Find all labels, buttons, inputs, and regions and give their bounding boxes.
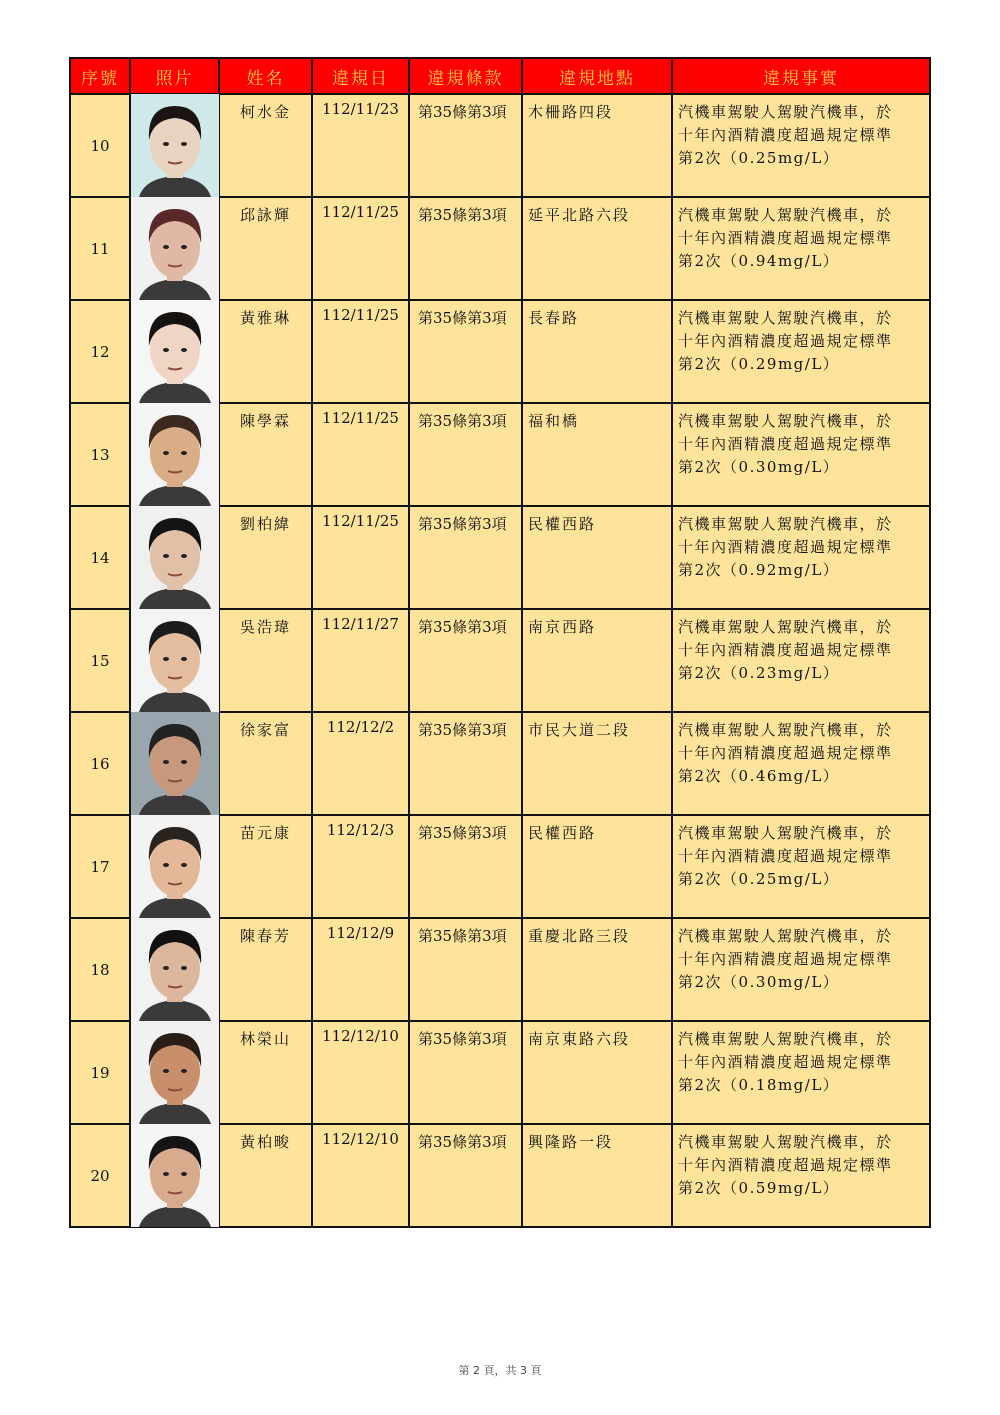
violation-date: 112/11/27 <box>312 609 409 712</box>
table-row <box>70 197 930 300</box>
violator-name: 劉柏緯 <box>219 506 312 609</box>
violator-name: 陳學霖 <box>219 403 312 506</box>
violation-article: 第35條第3項 <box>409 506 522 609</box>
table-row <box>70 918 930 1021</box>
row-number: 11 <box>70 197 130 300</box>
fact-line: 汽機車駕駛人駕駛汽機車，於 <box>678 1133 893 1151</box>
fact-line: 十年內酒精濃度超過規定標準 <box>678 229 893 247</box>
fact-line: 汽機車駕駛人駕駛汽機車，於 <box>678 618 893 636</box>
fact-line: 汽機車駕駛人駕駛汽機車，於 <box>678 309 893 327</box>
photo-cell <box>130 1021 219 1124</box>
violator-name: 黃柏畯 <box>219 1124 312 1227</box>
violation-location: 重慶北路三段 <box>522 918 672 1021</box>
table-header <box>70 58 930 94</box>
photo-cell <box>130 1124 219 1227</box>
fact-line: 十年內酒精濃度超過規定標準 <box>678 538 893 556</box>
fact-line: 第2次（0.46mg/L） <box>678 767 840 785</box>
violation-article: 第35條第3項 <box>409 197 522 300</box>
violator-name: 陳春芳 <box>219 918 312 1021</box>
header-name: 姓名 <box>219 58 312 94</box>
violation-fact <box>672 197 930 300</box>
portrait-photo-icon <box>131 712 219 815</box>
fact-line: 十年內酒精濃度超過規定標準 <box>678 1053 893 1071</box>
fact-line: 汽機車駕駛人駕駛汽機車，於 <box>678 103 893 121</box>
portrait-photo-icon <box>131 506 219 609</box>
violation-article: 第35條第3項 <box>409 712 522 815</box>
violation-fact <box>672 815 930 918</box>
row-number: 14 <box>70 506 130 609</box>
photo-cell <box>130 94 219 197</box>
fact-line: 汽機車駕駛人駕駛汽機車，於 <box>678 1030 893 1048</box>
fact-line: 第2次（0.94mg/L） <box>678 252 840 270</box>
header-no: 序號 <box>70 58 130 94</box>
violator-name: 林榮山 <box>219 1021 312 1124</box>
header-fact: 違規事實 <box>672 58 930 94</box>
fact-line: 十年內酒精濃度超過規定標準 <box>678 847 893 865</box>
portrait-photo-icon <box>131 1021 219 1124</box>
violation-date: 112/11/25 <box>312 300 409 403</box>
table-row <box>70 712 930 815</box>
row-number: 12 <box>70 300 130 403</box>
photo-cell <box>130 197 219 300</box>
violation-location: 南京東路六段 <box>522 1021 672 1124</box>
violator-name: 柯水金 <box>219 94 312 197</box>
violation-date: 112/12/10 <box>312 1021 409 1124</box>
portrait-photo-icon <box>131 403 219 506</box>
violation-fact <box>672 506 930 609</box>
fact-line: 第2次（0.29mg/L） <box>678 355 840 373</box>
row-number: 18 <box>70 918 130 1021</box>
fact-line: 十年內酒精濃度超過規定標準 <box>678 950 893 968</box>
row-number: 20 <box>70 1124 130 1227</box>
fact-line: 汽機車駕駛人駕駛汽機車，於 <box>678 824 893 842</box>
fact-line: 汽機車駕駛人駕駛汽機車，於 <box>678 721 893 739</box>
header-date: 違規日 <box>312 58 409 94</box>
violation-location: 民權西路 <box>522 815 672 918</box>
violator-name: 邱詠輝 <box>219 197 312 300</box>
fact-line: 十年內酒精濃度超過規定標準 <box>678 435 893 453</box>
violation-date: 112/12/2 <box>312 712 409 815</box>
portrait-photo-icon <box>131 1124 219 1227</box>
portrait-photo-icon <box>131 609 219 712</box>
violation-fact <box>672 94 930 197</box>
violation-location: 木柵路四段 <box>522 94 672 197</box>
table-row <box>70 815 930 918</box>
photo-cell <box>130 506 219 609</box>
table-body <box>70 94 930 1227</box>
fact-line: 汽機車駕駛人駕駛汽機車，於 <box>678 927 893 945</box>
violation-fact <box>672 300 930 403</box>
photo-cell <box>130 918 219 1021</box>
fact-line: 汽機車駕駛人駕駛汽機車，於 <box>678 206 893 224</box>
fact-line: 十年內酒精濃度超過規定標準 <box>678 641 893 659</box>
violation-location: 長春路 <box>522 300 672 403</box>
violation-article: 第35條第3項 <box>409 918 522 1021</box>
violator-name: 吳浩瑋 <box>219 609 312 712</box>
violation-location: 民權西路 <box>522 506 672 609</box>
violator-name: 黃雅琳 <box>219 300 312 403</box>
violator-name: 苗元康 <box>219 815 312 918</box>
header-location: 違規地點 <box>522 58 672 94</box>
violation-date: 112/11/25 <box>312 506 409 609</box>
violation-location: 南京西路 <box>522 609 672 712</box>
violation-fact <box>672 918 930 1021</box>
fact-line: 第2次（0.59mg/L） <box>678 1179 840 1197</box>
violation-fact <box>672 1021 930 1124</box>
fact-line: 十年內酒精濃度超過規定標準 <box>678 126 893 144</box>
fact-line: 第2次（0.18mg/L） <box>678 1076 840 1094</box>
header-photo: 照片 <box>130 58 219 94</box>
table-row <box>70 1124 930 1227</box>
portrait-photo-icon <box>131 94 219 197</box>
row-number: 16 <box>70 712 130 815</box>
fact-line: 十年內酒精濃度超過規定標準 <box>678 744 893 762</box>
fact-line: 第2次（0.92mg/L） <box>678 561 840 579</box>
violation-date: 112/12/3 <box>312 815 409 918</box>
violation-date: 112/12/9 <box>312 918 409 1021</box>
photo-cell <box>130 712 219 815</box>
violation-date: 112/11/23 <box>312 94 409 197</box>
row-number: 13 <box>70 403 130 506</box>
violation-fact <box>672 609 930 712</box>
table-row <box>70 94 930 197</box>
table-row <box>70 1021 930 1124</box>
violation-article: 第35條第3項 <box>409 403 522 506</box>
violation-article: 第35條第3項 <box>409 609 522 712</box>
violation-fact <box>672 712 930 815</box>
violation-fact <box>672 1124 930 1227</box>
fact-line: 汽機車駕駛人駕駛汽機車，於 <box>678 412 893 430</box>
violation-fact <box>672 403 930 506</box>
fact-line: 汽機車駕駛人駕駛汽機車，於 <box>678 515 893 533</box>
portrait-photo-icon <box>131 815 219 918</box>
fact-line: 第2次（0.30mg/L） <box>678 973 840 991</box>
table-row <box>70 300 930 403</box>
fact-line: 十年內酒精濃度超過規定標準 <box>678 332 893 350</box>
violation-article: 第35條第3項 <box>409 1124 522 1227</box>
portrait-photo-icon <box>131 197 219 300</box>
table-row <box>70 609 930 712</box>
table-row <box>70 403 930 506</box>
photo-cell <box>130 403 219 506</box>
violation-article: 第35條第3項 <box>409 300 522 403</box>
fact-line: 第2次（0.25mg/L） <box>678 870 840 888</box>
fact-line: 第2次（0.30mg/L） <box>678 458 840 476</box>
photo-cell <box>130 815 219 918</box>
row-number: 10 <box>70 94 130 197</box>
photo-cell <box>130 609 219 712</box>
fact-line: 十年內酒精濃度超過規定標準 <box>678 1156 893 1174</box>
violation-article: 第35條第3項 <box>409 94 522 197</box>
fact-line: 第2次（0.23mg/L） <box>678 664 840 682</box>
violation-article: 第35條第3項 <box>409 815 522 918</box>
violation-location: 福和橋 <box>522 403 672 506</box>
row-number: 17 <box>70 815 130 918</box>
violator-table <box>69 57 931 1228</box>
violation-date: 112/12/10 <box>312 1124 409 1227</box>
header-law: 違規條款 <box>409 58 522 94</box>
row-number: 15 <box>70 609 130 712</box>
violation-location: 市民大道二段 <box>522 712 672 815</box>
violator-name: 徐家富 <box>219 712 312 815</box>
photo-cell <box>130 300 219 403</box>
page-footer: 第 2 頁，共 3 頁 <box>458 1364 542 1377</box>
violation-article: 第35條第3項 <box>409 1021 522 1124</box>
violation-location: 延平北路六段 <box>522 197 672 300</box>
row-number: 19 <box>70 1021 130 1124</box>
violation-location: 興隆路一段 <box>522 1124 672 1227</box>
table-row <box>70 506 930 609</box>
portrait-photo-icon <box>131 300 219 403</box>
violation-date: 112/11/25 <box>312 197 409 300</box>
portrait-photo-icon <box>131 918 219 1021</box>
violation-date: 112/11/25 <box>312 403 409 506</box>
fact-line: 第2次（0.25mg/L） <box>678 149 840 167</box>
